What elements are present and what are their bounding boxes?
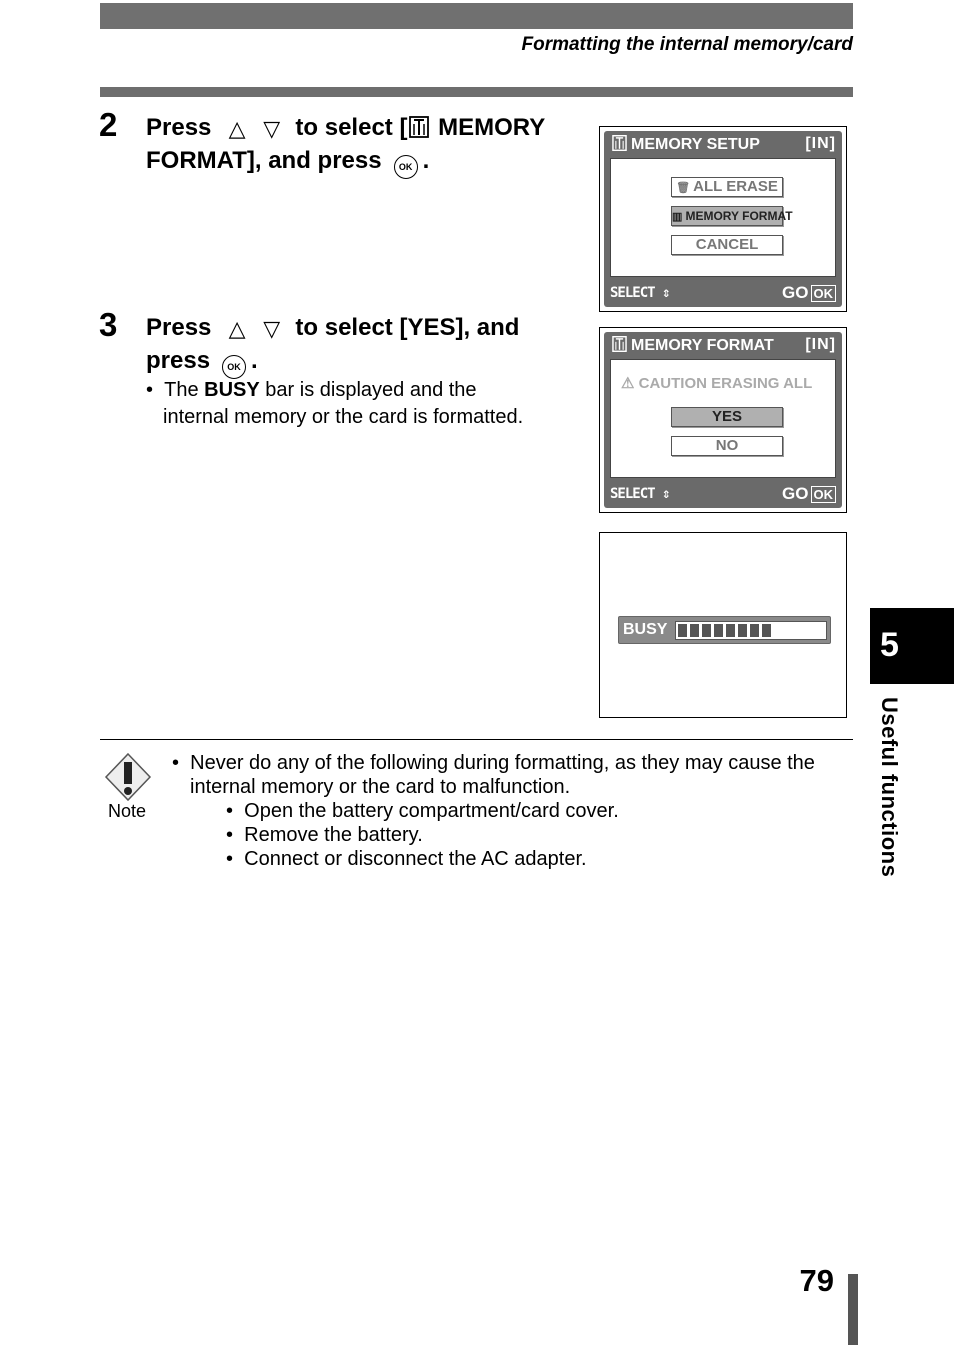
memory-format-icon (612, 336, 627, 352)
step-number-2: 2 (99, 106, 118, 143)
note-subitem: • Connect or disconnect the AC adapter. (226, 848, 587, 870)
step-3-instruction (146, 312, 519, 379)
up-down-icon: ⇕ (654, 486, 670, 502)
busy-segment (750, 624, 759, 637)
chapter-tab (870, 608, 954, 684)
ok-icon: OK (811, 486, 837, 503)
busy-segment (702, 624, 711, 637)
internal-memory-indicator: [IN] (805, 336, 836, 353)
memory-setup-footer (606, 281, 840, 305)
memory-setup-menu (610, 158, 836, 277)
note-subitem: • Open the battery compartment/card cover. (226, 800, 619, 822)
page-number: 79 (799, 1263, 834, 1298)
step-3-line2: press (146, 347, 211, 374)
page-number-bar (848, 1274, 858, 1345)
up-arrow-icon: △ (228, 116, 246, 141)
select-hint: SELECT ⇕ (610, 486, 670, 502)
down-arrow-icon: ▽ (263, 116, 281, 141)
all-erase-option[interactable]: 🗑 ALL ERASE (671, 177, 783, 197)
warning-diamond-icon (104, 752, 152, 802)
busy-track (675, 621, 827, 640)
busy-fill (678, 624, 774, 637)
busy-segment (678, 624, 687, 637)
chapter-number: 5 (880, 626, 899, 664)
caution-message: ⚠ CAUTION ERASING ALL (621, 375, 813, 392)
memory-format-icon (612, 135, 627, 151)
trash-icon: 🗑 (676, 182, 694, 194)
busy-segment (726, 624, 735, 637)
step-2-line2: FORMAT], and press (146, 147, 382, 174)
internal-memory-indicator: [IN] (805, 135, 836, 152)
note-content: • Never do any of the following during formatting, as they may cause the internal memory or the card to malfunction. • Open the battery compartment/card cover. • Remove the battery. • Connect or disconnect the AC adapter. (172, 751, 852, 871)
up-down-icon: ⇕ (654, 285, 670, 301)
yes-option[interactable]: YES (671, 407, 783, 427)
note-label: Note (108, 801, 147, 821)
step-3-bullet: • The BUSY bar is displayed and the internal memory or the card is formatted. (146, 379, 524, 428)
step-3-period: . (251, 347, 258, 374)
busy-term: BUSY (204, 379, 260, 401)
step-2-period: . (422, 147, 430, 174)
busy-segment (738, 624, 747, 637)
step-number-3: 3 (99, 306, 118, 343)
header-divider (100, 87, 853, 97)
memory-format-title-bar (612, 336, 836, 358)
go-ok-hint: GO OK (782, 283, 836, 303)
down-arrow-icon: ▽ (263, 316, 281, 341)
step-2-select-text: to select [ (295, 114, 408, 141)
memory-format-title: MEMORY FORMAT (631, 337, 774, 354)
cancel-option[interactable]: CANCEL (671, 235, 783, 255)
section-title: Formatting the internal memory/card (521, 34, 853, 55)
busy-segment (690, 624, 699, 637)
up-arrow-icon: △ (228, 316, 246, 341)
memory-format-icon (409, 116, 429, 138)
memory-format-icon: ▥ (672, 211, 686, 223)
memory-format-screen (599, 327, 847, 513)
note-divider (100, 739, 853, 740)
no-option[interactable]: NO (671, 436, 783, 456)
chapter-label: Useful functions (877, 697, 902, 878)
busy-segment (762, 624, 771, 637)
step-2-memory: MEMORY (438, 114, 546, 141)
busy-label: BUSY (623, 621, 668, 638)
memory-format-menu (610, 359, 836, 478)
busy-progress-bar (618, 616, 831, 644)
select-hint: SELECT ⇕ (610, 285, 670, 301)
memory-setup-title: MEMORY SETUP (631, 136, 760, 153)
step-3-select-text: to select [YES], and (295, 314, 520, 341)
memory-setup-screen (599, 126, 847, 312)
warning-icon: ⚠ (621, 375, 639, 392)
memory-setup-title-bar (612, 135, 836, 157)
note-subitem: • Remove the battery. (226, 824, 423, 846)
ok-button-icon: OK (394, 155, 418, 179)
go-ok-hint: GO OK (782, 484, 836, 504)
step-2-instruction (146, 112, 545, 179)
busy-segment (714, 624, 723, 637)
step-3-press: Press (146, 314, 212, 341)
step-2-press: Press (146, 114, 212, 141)
header-bar (100, 3, 853, 29)
ok-icon: OK (811, 285, 837, 302)
ok-button-icon: OK (222, 355, 246, 379)
memory-format-option[interactable]: ▥ MEMORY FORMAT (671, 206, 783, 226)
memory-format-footer (606, 482, 840, 506)
